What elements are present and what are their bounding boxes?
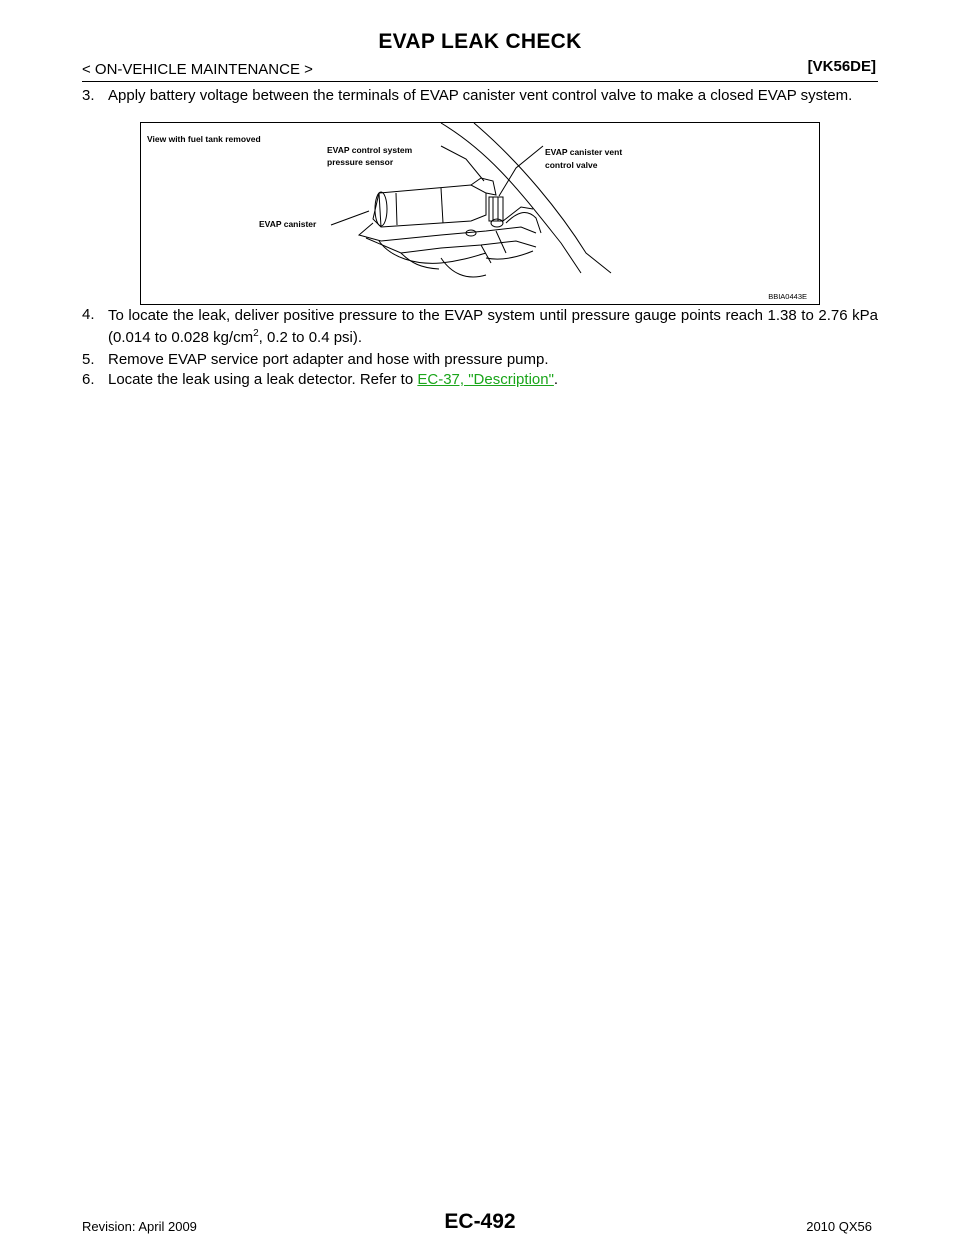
section-breadcrumb: < ON-VEHICLE MAINTENANCE > bbox=[82, 61, 313, 78]
pressure-sensor-label-line1: EVAP control system bbox=[327, 145, 413, 155]
step-number: 3. bbox=[82, 87, 95, 104]
step-3 bbox=[82, 86, 878, 105]
step-text: Remove EVAP service port adapter and hose with pressure pump. bbox=[108, 351, 549, 368]
vehicle-model: 2010 QX56 bbox=[806, 1219, 872, 1234]
step-text bbox=[108, 305, 878, 349]
illustration-drawing bbox=[141, 123, 821, 306]
step-number: 4. bbox=[82, 306, 95, 323]
step-4 bbox=[82, 305, 878, 349]
evap-canister-illustration bbox=[140, 122, 820, 305]
step-text-main: To locate the leak, deliver positive pressure to the EVAP system until pressure gauge points reach 1.38 to 2.76 kPa (0.014 to 0.028 kg/cm bbox=[108, 307, 878, 346]
pressure-sensor-label-line2: pressure sensor bbox=[327, 157, 394, 167]
page-title: EVAP LEAK CHECK bbox=[378, 30, 582, 53]
step-6 bbox=[82, 370, 878, 389]
page-number: EC-492 bbox=[444, 1210, 516, 1233]
vent-valve-label-line2: control valve bbox=[545, 160, 598, 170]
step-text: Apply battery voltage between the terminals of EVAP canister vent control valve to make a closed EVAP system. bbox=[108, 87, 853, 104]
canister-label: EVAP canister bbox=[259, 219, 317, 229]
step-5 bbox=[82, 350, 878, 369]
step-text-main: Locate the leak using a leak detector. Refer to bbox=[108, 371, 418, 388]
figure-id: BBIA0443E bbox=[768, 292, 807, 301]
description-reference-link[interactable]: EC-37, "Description" bbox=[417, 371, 554, 388]
revision-date: Revision: April 2009 bbox=[82, 1219, 197, 1234]
engine-code: [VK56DE] bbox=[807, 58, 876, 75]
step-number: 5. bbox=[82, 351, 95, 368]
step-text bbox=[108, 370, 878, 389]
header-divider bbox=[82, 81, 878, 82]
vent-valve-label-line1: EVAP canister vent bbox=[545, 147, 623, 157]
step-text-tail: . bbox=[553, 371, 559, 388]
view-label: View with fuel tank removed bbox=[147, 134, 261, 144]
step-number: 6. bbox=[82, 371, 95, 388]
step-text-tail: , 0.2 to 0.4 psi). bbox=[258, 329, 363, 346]
superscript: 2 bbox=[253, 328, 259, 339]
